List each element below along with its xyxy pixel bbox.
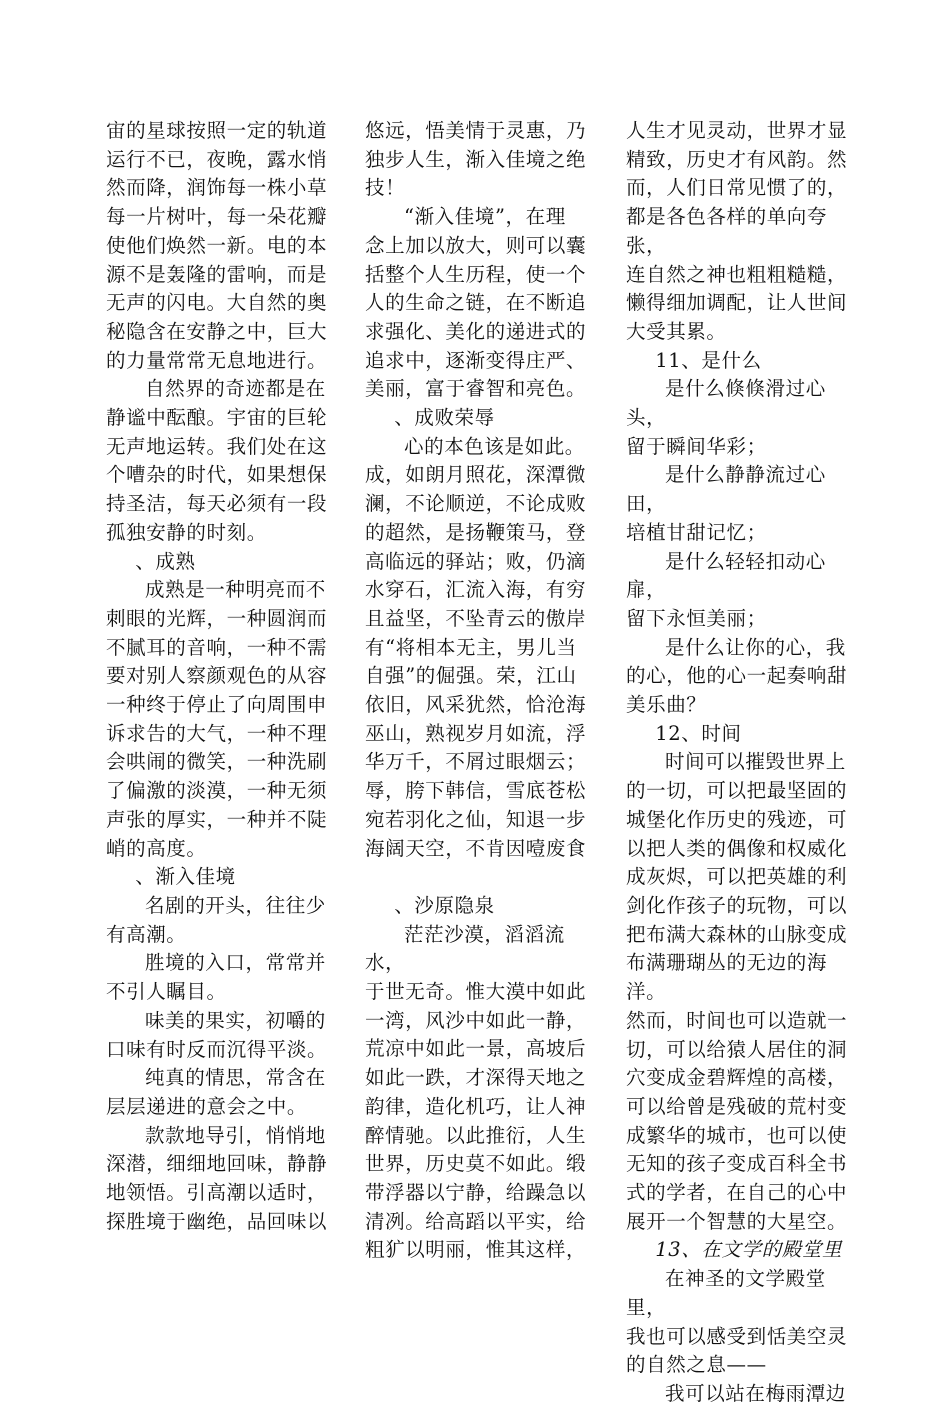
paragraph: 时间可以摧毁世界上 的一切，可以把最坚固的 城堡化作历史的残迹，可 以把人类的偶像和权威化 成灰烬，可以把英雄的利 剑化作孩子的玩物，可以 把布满大森林的山脉变成 布满珊瑚丛的无边的海洋。 然而，时间也可以造就一 切，可以给猿人居住的洞 穴变成金碧辉煌的高楼， 可以给曾是残破的荒村变 成繁华的城市，也可以使 无知的孩子变成百科全书 式的学者，在自己的心中 展开一个智慧的大星空。	[626, 750, 848, 1233]
section-heading: 、成败荣辱	[394, 406, 495, 430]
paragraph: 胜境的入口，常常并 不引人瞩目。	[106, 951, 326, 1004]
paragraph: 茫茫沙漠，滔滔流水，	[365, 922, 565, 975]
paragraph: 自然界的奇迹都是在 静谧中酝酿。宇宙的巨轮 无声地运转。我们处在这 个嘈杂的时代，如果想保 持圣洁，每天必须有一段 孤独安静的时刻。	[106, 377, 328, 544]
paragraph: 款款地导引，悄悄地 深潜，细细地回味，静静 地领悟。引高潮以适时， 探胜境于幽绝，品回味以	[106, 1123, 328, 1233]
section-heading: 、成熟	[135, 549, 196, 573]
text-column-1	[106, 117, 338, 1236]
paragraph: 是什么静静流过心田， 培植甘甜记忆；	[626, 463, 826, 544]
paragraph: 是什么倏倏滑过心头， 留于瞬间华彩；	[626, 377, 826, 458]
section-heading: 11、是什么	[655, 348, 762, 372]
section-heading: 、沙原隐泉	[394, 893, 495, 917]
paragraph: 于世无奇。惟大漠中如此 一湾，风沙中如此一静， 荒凉中如此一景，高坡后 如此一跌，才深得天地之 韵律，造化机巧，让人神 醉情驰。以此推衍，人生 世界，历史莫不如此。缎 带浮器以宁静，给躁急以 清冽。给高蹈以平实，给 粗犷以明丽，惟其这样，	[365, 980, 587, 1262]
paragraph: 宙的星球按照一定的轨道 运行不已，夜晚，露水悄 然而降，润饰每一株小草 每一片树叶，每一朵花瓣 使他们焕然一新。电的本 源不是轰隆的雷响，而是 无声的闪电。大自然的奥 秘隐含在安静之中，巨大 的力量常常无息地进行。	[106, 119, 328, 372]
paragraph: 心的本色该是如此。	[404, 434, 585, 458]
text-column-2	[365, 117, 597, 1265]
paragraph: 我可以站在梅雨潭边	[665, 1381, 846, 1405]
paragraph: 是什么轻轻扣动心扉， 留下永恒美丽；	[626, 549, 826, 630]
paragraph: 人生才见灵动，世界才显 精致，历史才有风韵。然 而，人们日常见惯了的， 都是各色各样的单向夸张， 连自然之神也粗粗糙糙， 懒得细加调配，让人世间 大受其累。	[626, 119, 848, 343]
paragraph: 悠远，悟美情于灵惠，乃 独步人生，渐入佳境之绝 技！	[365, 119, 587, 200]
paragraph: 是什么让你的心，我 的心，他的心一起奏响甜 美乐曲？	[626, 635, 848, 717]
paragraph: 成，如朗月照花，深潭微 澜，不论顺逆，不论成败 的超然，是扬鞭策马，登 高临远的驿站；败，仍滴 水穿石，汇流入海，有穷 且益坚，不坠青云的傲岸 有“将相本无主，男儿当 自强”的倔强。荣，江山 依旧，风采犹然，恰沧海 巫山，熟视岁月如流，浮 华万千，不屑过眼烟云； 辱，胯下韩信，雪底苍松 宛若羽化之仙，知退一步 海阔天空，不肯因噎废食	[365, 463, 587, 860]
section-heading: 、渐入佳境	[135, 865, 236, 889]
text-column-3	[626, 117, 858, 1409]
paragraph: 纯真的情思，常含在 层层递进的意会之中。	[106, 1066, 326, 1118]
paragraph: 成熟是一种明亮而不 刺眼的光辉，一种圆润而 不腻耳的音响，一种不需 要对别人察颜观色的从容 一种终于停止了向周围申 诉求告的大气，一种不理 会哄闹的微笑，一种洗刷 了偏激的淡漠，一种无须 声张的厚实，一种并不陡 峭的高度。	[106, 578, 328, 860]
paragraph: 在神圣的文学殿堂里， 我也可以感受到恬美空灵 的自然之息——	[626, 1267, 848, 1377]
section-heading: 12、时间	[655, 721, 742, 745]
paragraph: “渐入佳境”，在理 念上加以放大，则可以囊 括整个人生历程，使一个 人的生命之链，在不断追 求强化、美化的递进式的 追求中，逐渐变得庄严、 美丽，富于睿智和亮色。	[365, 205, 587, 401]
section-heading: 13、在文学的殿堂里	[655, 1238, 843, 1262]
paragraph: 名剧的开头，往往少 有高潮。	[106, 893, 326, 946]
paragraph-gap	[365, 863, 597, 892]
paragraph: 味美的果实，初嚼的 口味有时反而沉得平淡。	[106, 1008, 328, 1061]
